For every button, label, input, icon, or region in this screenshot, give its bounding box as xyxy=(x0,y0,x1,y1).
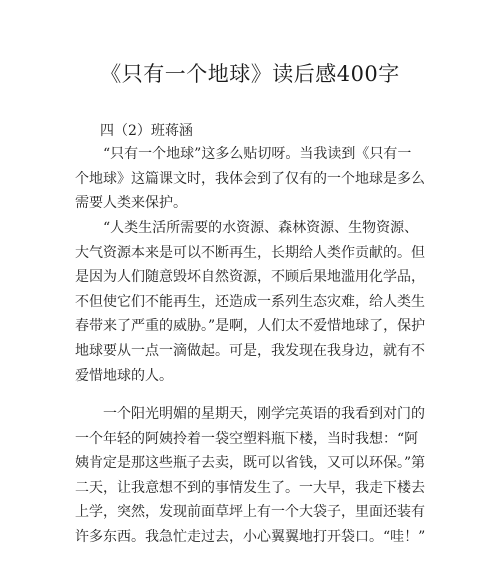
paragraph-line: 一个年轻的阿姨拎着一袋空塑料瓶下楼，当时我想：“阿 xyxy=(75,430,419,447)
paragraph-line: “人类生活所需要的水资源、森林资源、生物资源、 xyxy=(103,220,419,236)
paragraph-line: 姨肯定是那这些瓶子去卖，既可以省钱，又可以环保。”第 xyxy=(75,455,426,472)
paragraph-line: 需要人类来保护。 xyxy=(75,195,187,212)
paragraph-line: 许多东西。我急忙走过去，小心翼翼地打开袋口。“哇！” xyxy=(75,528,426,545)
paragraph-2 xyxy=(75,216,435,388)
paragraph-line: 春带来了严重的威胁。”是啊，人们太不爱惜地球了，保护 xyxy=(75,318,426,335)
paragraph-line: 地球要从一点一滴做起。可是，我发现在我身边，就有不 xyxy=(75,342,425,359)
paragraph-line: “只有一个地球”这多么贴切呀。当我读到《只有一 xyxy=(103,146,412,162)
author-line: 四（2）班蒋涵 xyxy=(100,123,193,139)
document-title: 《只有一个地球》读后感400字 xyxy=(100,62,400,86)
paragraph-line: 二天，让我意想不到的事情发生了。一大早，我走下楼去 xyxy=(75,479,425,496)
paragraph-line: 爱惜地球的人。 xyxy=(75,367,173,384)
paragraph-line: 上学，突然，发现前面草坪上有一个大袋子，里面还装有 xyxy=(75,504,425,521)
paragraph-3 xyxy=(75,402,435,550)
paragraph-line: 一个阳光明媚的星期天，刚学完英语的我看到对门的 xyxy=(103,406,425,422)
paragraph-line: 不但使它们不能再生，还造成一系列生态灾难，给人类生 xyxy=(75,293,425,310)
paragraph-line: 大气资源本来是可以不断再生，长期给人类作贡献的。但 xyxy=(75,244,425,261)
paragraph-1 xyxy=(75,142,435,216)
paragraph-line: 是因为人们随意毁坏自然资源，不顾后果地滥用化学品， xyxy=(75,269,425,286)
paragraph-line: 个地球》这篇课文时，我体会到了仅有的一个地球是多么 xyxy=(75,170,425,187)
